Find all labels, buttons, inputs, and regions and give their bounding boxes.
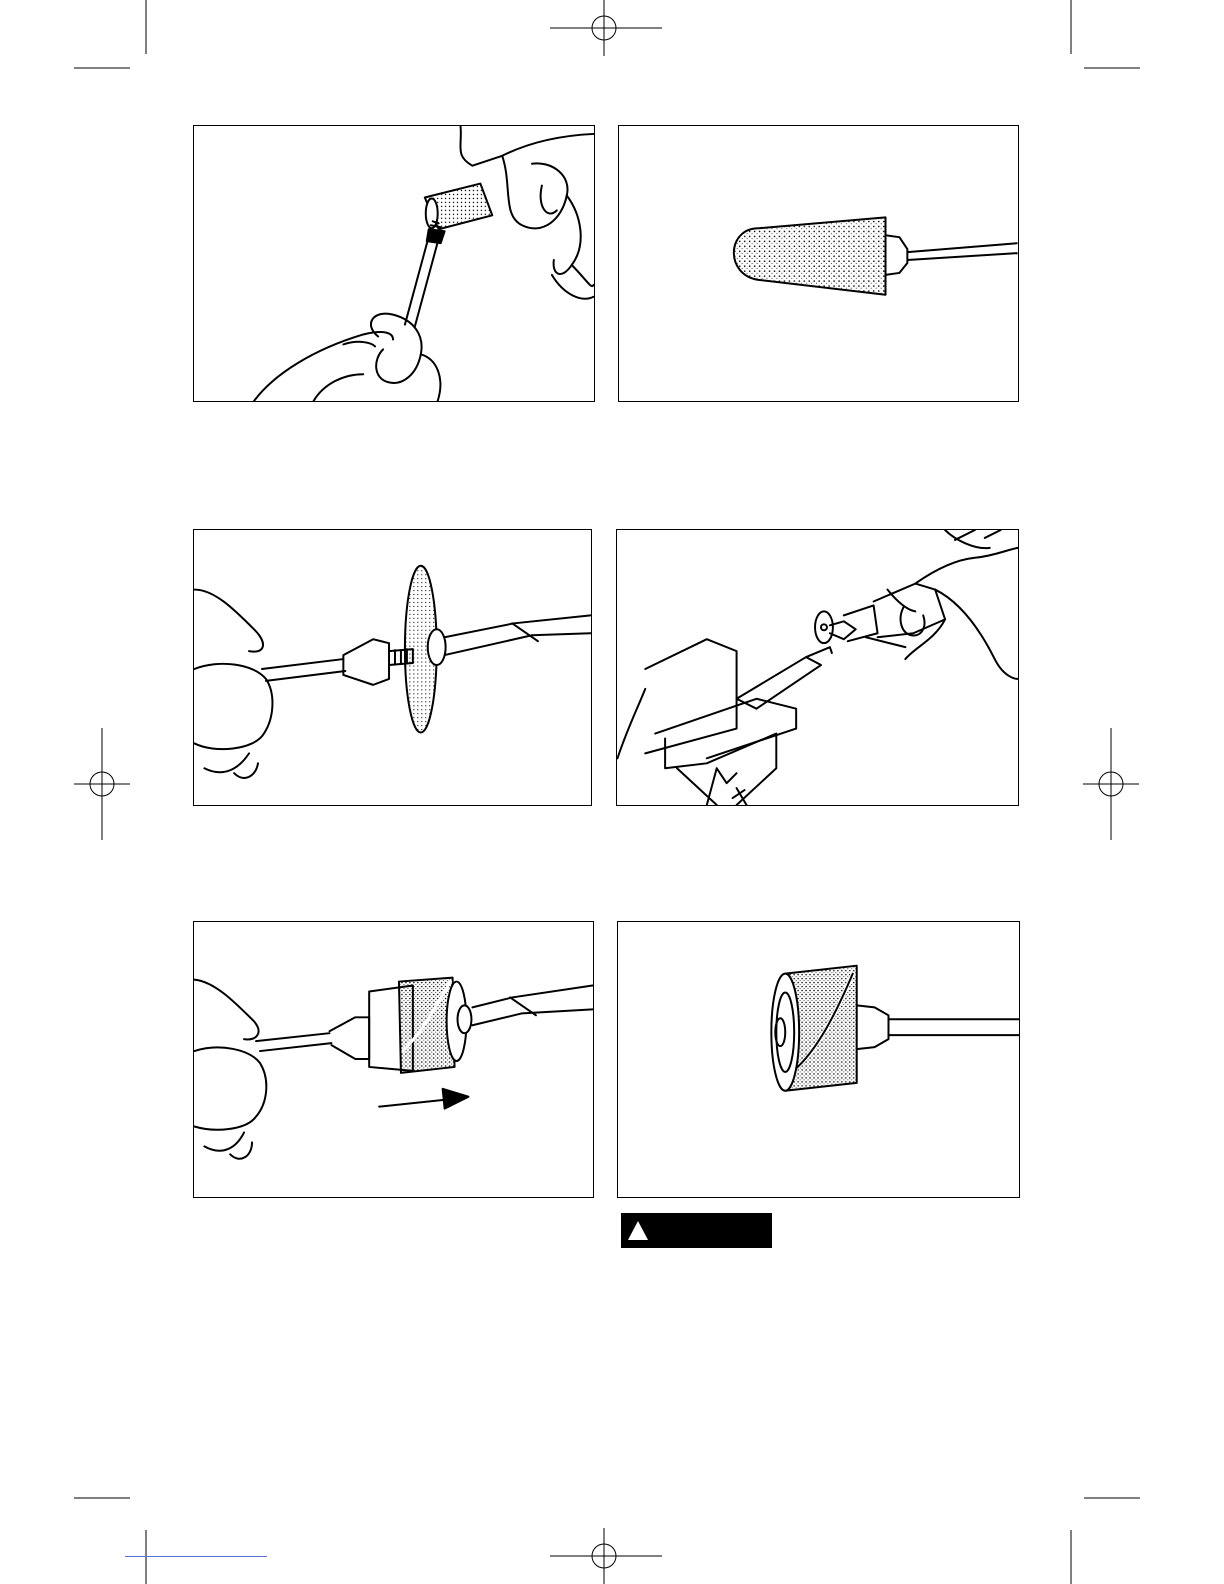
figure-wheel-in-vise xyxy=(616,529,1019,806)
figure-sanding-drum-mounted xyxy=(617,921,1020,1198)
wheel-dressing-in-vise-icon xyxy=(617,530,1018,805)
cutting-wheel-on-mandrel-icon xyxy=(194,530,591,805)
cone-point-on-mandrel-icon xyxy=(619,126,1018,401)
sanding-drum-sliding-icon xyxy=(194,922,593,1197)
warning-triangle-icon xyxy=(621,1213,655,1248)
footer-link-underline xyxy=(125,1556,267,1557)
figure-cone-point-mounted xyxy=(618,125,1019,402)
sanding-drum-on-mandrel-icon xyxy=(618,922,1019,1197)
warning-banner xyxy=(621,1213,772,1248)
mounting-cone-point-icon xyxy=(194,126,594,401)
figure-sanding-drum-install xyxy=(193,921,594,1198)
figure-mount-cone-point xyxy=(193,125,595,402)
figure-cutting-wheel xyxy=(193,529,592,806)
